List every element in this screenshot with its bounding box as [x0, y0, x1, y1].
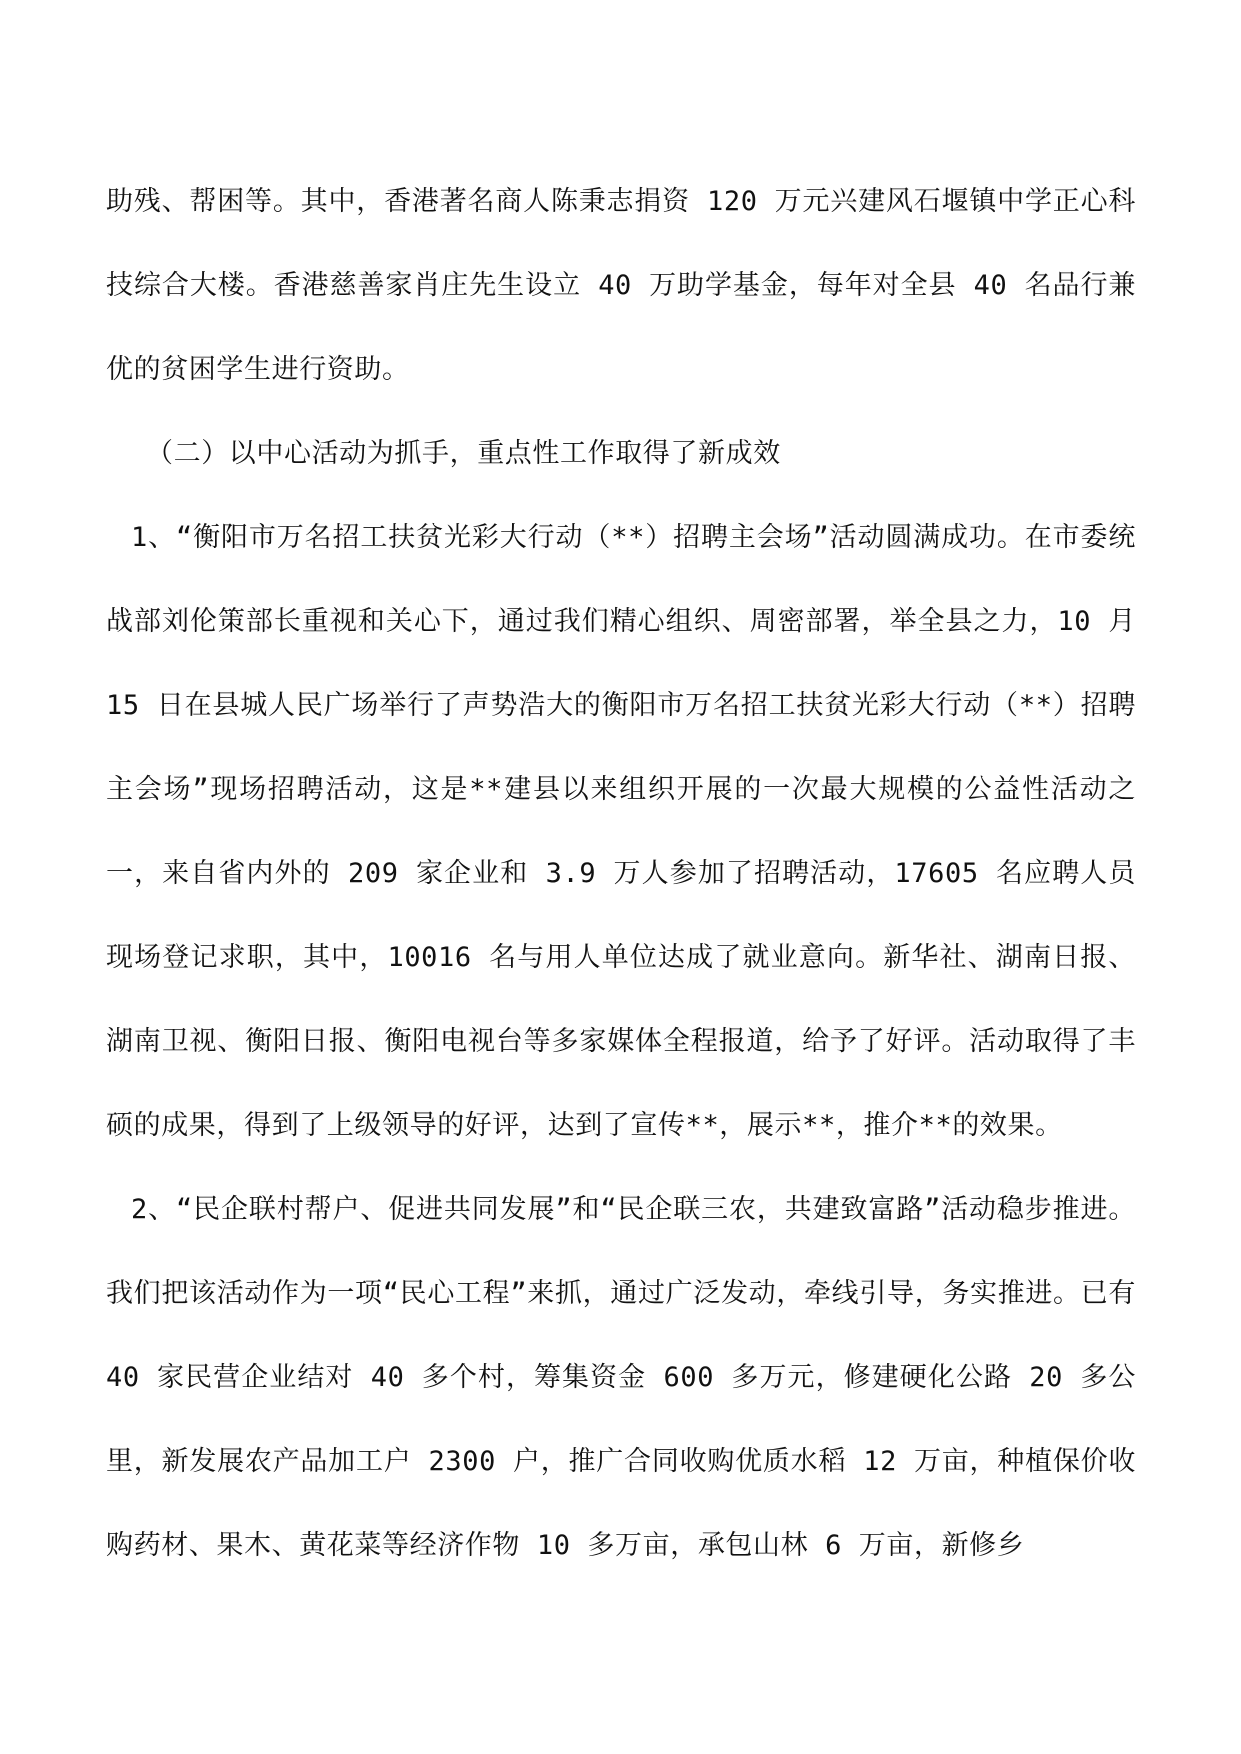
document-body [106, 160, 1136, 1588]
paragraph-item-1-recruitment-event: 1、“衡阳市万名招工扶贫光彩大行动（**）招聘主会场”活动圆满成功。在市委统战部刘伦策部长重视和关心下，通过我们精心组织、周密部署，举全县之力，10 月 15 日在县城人民广场举行了声势浩大的衡阳市万名招工扶贫光彩大行动（**）招聘主会场”现场招聘活动，这是**建县以来组织开展的一次最大规模的公益性活动之一，来自省内外的 209 家企业和 3.9 万人参加了招聘活动，17605 名应聘人员现场登记求职，其中，10016 名与用人单位达成了就业意向。新华社、湖南日报、湖南卫视、衡阳日报、衡阳电视台等多家媒体全程报道，给予了好评。活动取得了丰硕的成果，得到了上级领导的好评，达到了宣传**，展示**，推介**的效果。 [106, 522, 1136, 1141]
section-heading-central-activities: （二）以中心活动为抓手，重点性工作取得了新成效 [146, 438, 781, 469]
paragraph-donations: 助残、帮困等。其中，香港著名商人陈秉志捐资 120 万元兴建风石堰镇中学正心科技综合大楼。香港慈善家肖庄先生设立 40 万助学基金，每年对全县 40 名品行兼优的贫困学生进行资助。 [106, 186, 1136, 385]
paragraph-item-2-enterprise-village: 2、“民企联村帮户、促进共同发展”和“民企联三农，共建致富路”活动稳步推进。我们把该活动作为一项“民心工程”来抓，通过广泛发动，牵线引导，务实推进。已有 40 家民营企业结对 40 多个村，筹集资金 600 多万元，修建硬化公路 20 多公里，新发展农产品加工户 2300 户，推广合同收购优质水稻 12 万亩，种植保价收购药材、果木、黄花菜等经济作物 10 多万亩，承包山林 6 万亩，新修乡 [106, 1194, 1136, 1561]
